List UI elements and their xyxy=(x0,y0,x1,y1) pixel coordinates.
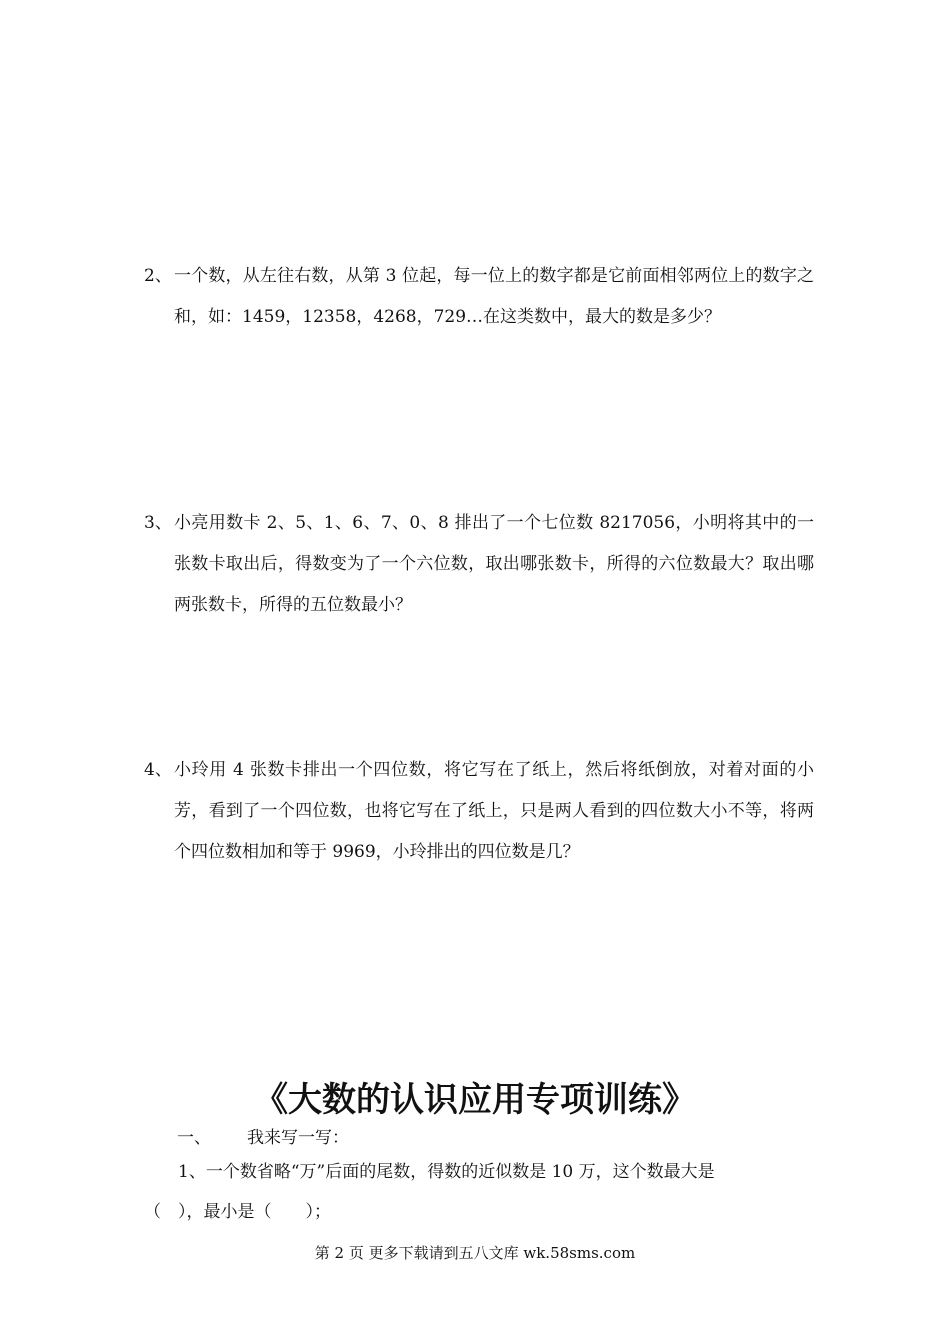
question-number: 2、 xyxy=(144,266,172,286)
section-heading xyxy=(177,1125,349,1151)
question-4 xyxy=(144,750,814,873)
page-footer: 第 2 页 更多下载请到五八文库 wk.58sms.com xyxy=(314,1244,636,1262)
section-text: 我来写一写： xyxy=(247,1128,349,1148)
worksheet-title: 《大数的认识应用专项训练》 xyxy=(254,1080,696,1120)
exercise-item-line-1: 1、一个数省略“万”后面的尾数，得数的近似数是 10 万，这个数最大是 xyxy=(178,1162,715,1182)
exercise-item-line-2: （ ），最小是（ ）； xyxy=(144,1202,331,1222)
question-2 xyxy=(144,256,814,338)
question-3 xyxy=(144,503,814,626)
question-number: 4、 xyxy=(144,760,172,780)
question-text: 小亮用数卡 2、5、1、6、7、0、8 排出了一个七位数 8217056，小明将其中的一张数卡取出后，得数变为了一个六位数，取出哪张数卡，所得的六位数最大？取出哪两张数卡，所得的五位数最小？ xyxy=(174,513,814,615)
exercise-item-1 xyxy=(144,1152,812,1232)
section-label: 一、 xyxy=(177,1128,211,1148)
question-text: 小玲用 4 张数卡排出一个四位数，将它写在了纸上，然后将纸倒放，对着对面的小芳，看到了一个四位数，也将它写在了纸上，只是两人看到的四位数大小不等，将两个四位数相加和等于 9969，小玲排出的四位数是几？ xyxy=(174,760,814,862)
question-number: 3、 xyxy=(144,513,172,533)
question-text: 一个数，从左往右数，从第 3 位起，每一位上的数字都是它前面相邻两位上的数字之和，如：1459，12358，4268，729…在这类数中，最大的数是多少？ xyxy=(174,266,814,327)
